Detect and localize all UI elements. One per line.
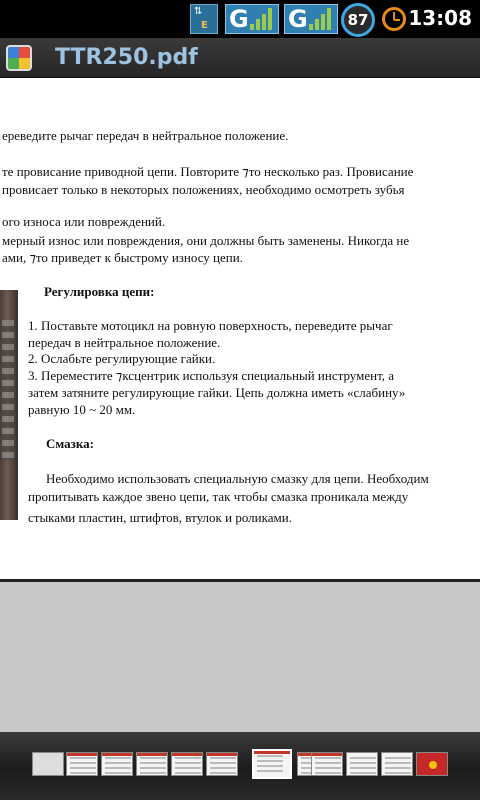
page-thumbnail[interactable] <box>66 752 98 776</box>
page-thumbnail[interactable] <box>101 752 133 776</box>
pdf-page[interactable] <box>0 78 480 582</box>
document-title: TTR250.pdf <box>55 45 198 70</box>
clock: 13:08 <box>408 6 472 30</box>
section-heading: Регулировка цепи: <box>44 284 155 299</box>
document-line: передач в нейтральное положение. <box>28 335 221 350</box>
page-thumbnail[interactable] <box>381 752 413 776</box>
page-thumbnail[interactable] <box>416 752 448 776</box>
alarm-clock-icon <box>382 7 406 31</box>
page-thumbnail[interactable] <box>206 752 238 776</box>
battery-icon <box>341 3 375 37</box>
document-line: 2. Ослабьте регулирующие гайки. <box>28 351 216 366</box>
page-thumbnail[interactable] <box>171 752 203 776</box>
document-line: ами, ⁊то приведет к быстрому износу цепи. <box>2 250 243 265</box>
document-line: Необходимо использовать специальную смазку для цепи. Необходим <box>46 471 429 486</box>
document-line: стыками пластин, штифтов, втулок и роликами. <box>28 510 292 525</box>
page-thumbnail[interactable] <box>346 752 378 776</box>
motorcycle-photo <box>0 290 18 520</box>
page-thumbnail-bar[interactable] <box>0 732 480 800</box>
document-line: затем затяните регулирующие гайки. Цепь должна иметь «слабину» <box>28 385 406 400</box>
page-thumbnail[interactable] <box>311 752 343 776</box>
signal-strength-icon: G <box>225 4 279 34</box>
document-line: провисает только в некоторых положениях, необходимо осмотреть зубья <box>2 182 405 197</box>
signal-strength-icon: G <box>284 4 338 34</box>
status-bar <box>0 0 480 38</box>
page-thumbnail-current[interactable] <box>252 749 292 779</box>
document-line: 1. Поставьте мотоцикл на ровную поверхность, переведите рычаг <box>28 318 393 333</box>
document-line: пропитывать каждое звено цепи, так чтобы смазка проникала между <box>28 489 409 504</box>
document-line: 3. Переместите ⁊ксцентрик используя специальный инструмент, а <box>28 368 395 383</box>
document-line: ого износа или повреждений. <box>2 214 166 229</box>
data-transfer-icon: ⇅ E <box>190 4 218 34</box>
viewer-background <box>0 585 480 725</box>
data-network-type: E <box>201 20 208 31</box>
title-bar <box>0 38 480 78</box>
page-thumbnail[interactable] <box>136 752 168 776</box>
battery-level: 87 <box>347 11 369 29</box>
document-line: мерный износ или повреждения, они должны быть заменены. Никогда не <box>2 233 410 248</box>
document-line: равную 10 ~ 20 мм. <box>28 402 136 417</box>
section-heading: Смазка: <box>46 436 95 451</box>
document-viewer[interactable] <box>0 78 480 732</box>
page-thumbnail[interactable] <box>32 752 64 776</box>
app-icon[interactable] <box>6 45 32 71</box>
document-line: ереведите рычаг передач в нейтральное положение. <box>2 128 289 143</box>
document-line: те провисание приводной цепи. Повторите ⁊то несколько раз. Провисание <box>2 164 414 179</box>
